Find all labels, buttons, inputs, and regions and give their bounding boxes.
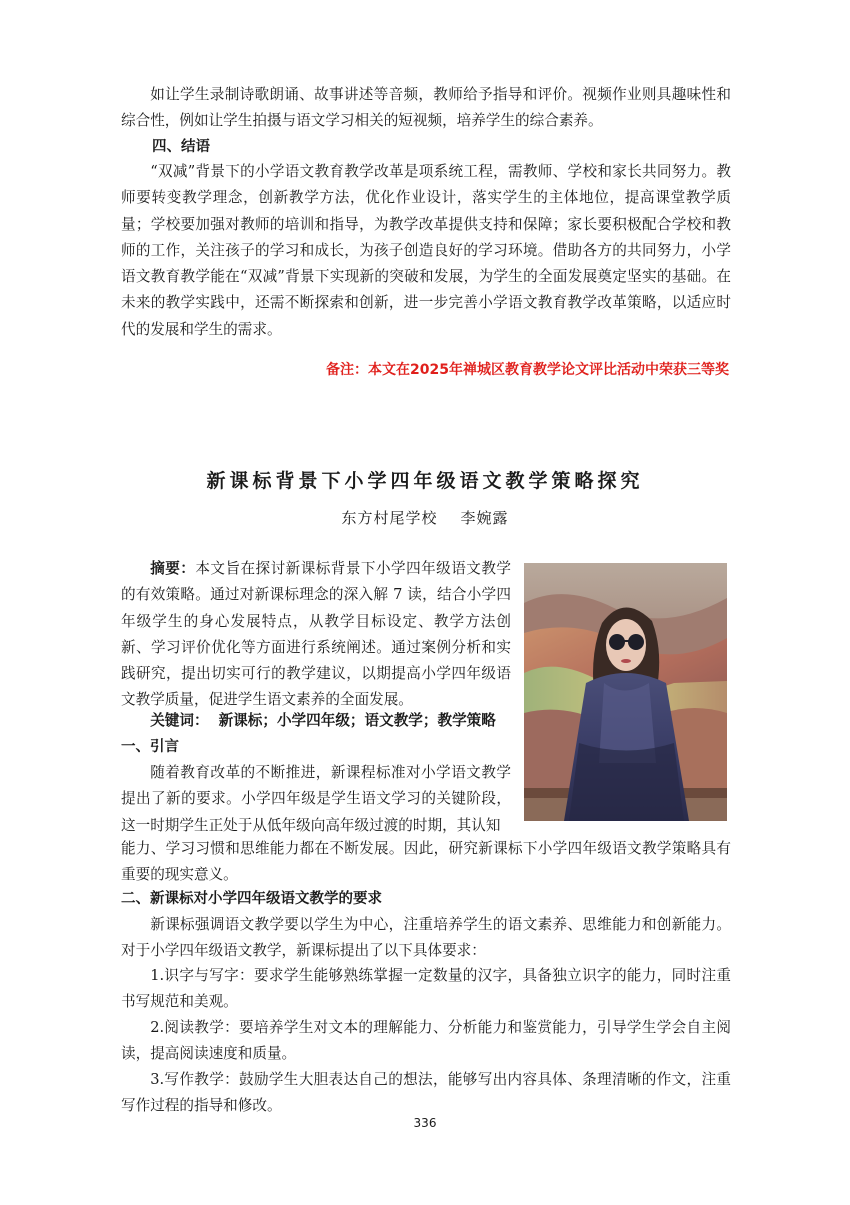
author-portrait-image bbox=[524, 563, 727, 821]
abstract-text: 本文旨在探讨新课标背景下小学四年级语文教学的有效策略。通过对新课标理念的深入解 7 读，结合小学四年级学生的身心发展特点，从教学目标设定、教学方法创新、学习评价优化等方面进行系统阐述。通过案例分析和实践研究，提出切实可行的教学建议，以期提高小学四年级语文教学质量，促进学生语文素养的全面发展。 bbox=[121, 560, 511, 709]
keywords-text: 新课标；小学四年级；语文教学；教学策略 bbox=[218, 712, 496, 729]
section-heading-intro: 一、引言 bbox=[121, 739, 179, 755]
requirement-item-2: 2.阅读教学：要培养学生对文本的理解能力、分析能力和鉴赏能力，引导学生学会自主阅读，提高阅读速度和质量。 bbox=[121, 1019, 731, 1063]
abstract-paragraph bbox=[121, 556, 511, 714]
abstract-label: 摘要： bbox=[150, 560, 196, 577]
section-heading-conclusion: 四、结语 bbox=[152, 139, 210, 155]
intro-paragraph-b: 能力、学习习惯和思维能力都在不断发展。因此，研究新课标下小学四年级语文教学策略具有重要的现实意义。 bbox=[121, 840, 731, 884]
prev-article-paragraph: 如让学生录制诗歌朗诵、故事讲述等音频，教师给予指导和评价。视频作业则具趣味性和综合性，例如让学生拍摄与语文学习相关的短视频，培养学生的综合素养。 bbox=[121, 86, 731, 130]
award-note: 备注：本文在2025年禅城区教育教学论文评比活动中荣获三等奖 bbox=[326, 362, 729, 378]
requirements-intro: 新课标强调语文教学要以学生为中心，注重培养学生的语文素养、思维能力和创新能力。对于小学四年级语文教学，新课标提出了以下具体要求： bbox=[121, 916, 731, 960]
requirement-item-1: 1.识字与写字：要求学生能够熟练掌握一定数量的汉字，具备独立识字的能力，同时注重书写规范和美观。 bbox=[121, 967, 731, 1011]
keywords-line bbox=[121, 708, 511, 734]
conclusion-paragraph: “双减”背景下的小学语文教育教学改革是项系统工程，需教师、学校和家长共同努力。教师要转变教学理念，创新教学方法，优化作业设计，落实学生的主体地位，提高课堂教学质量；学校要加强对教师的培训和指导，为教学改革提供支持和保障；家长要积极配合学校和教师的工作，关注孩子的学习和成长，为孩子创造良好的学习环境。借助各方的共同努力，小学语文教育教学能在“双减”背景下实现新的突破和发展，为学生的全面发展奠定坚实的基础。在未来的教学实践中，还需不断探索和创新，进一步完善小学语文教育教学改革策略，以适应时代的发展和学生的需求。 bbox=[121, 163, 731, 338]
intro-paragraph-a: 随着教育改革的不断推进，新课程标准对小学语文教学提出了新的要求。小学四年级是学生语文学习的关键阶段，这一时期学生正处于从低年级向高年级过渡的时期，其认知 bbox=[121, 764, 511, 834]
requirement-item-3: 3.写作教学：鼓励学生大胆表达自己的想法，能够写出内容具体、条理清晰的作文，注重写作过程的指导和修改。 bbox=[121, 1071, 731, 1115]
article-title: 新课标背景下小学四年级语文教学策略探究 bbox=[206, 470, 644, 492]
article-author: 东方村尾学校 李婉露 bbox=[341, 509, 509, 527]
section-heading-requirements: 二、新课标对小学四年级语文教学的要求 bbox=[121, 891, 382, 907]
author-portrait-icon bbox=[524, 563, 727, 821]
page-number: 336 bbox=[413, 1116, 437, 1130]
keywords-label: 关键词： bbox=[150, 712, 209, 729]
